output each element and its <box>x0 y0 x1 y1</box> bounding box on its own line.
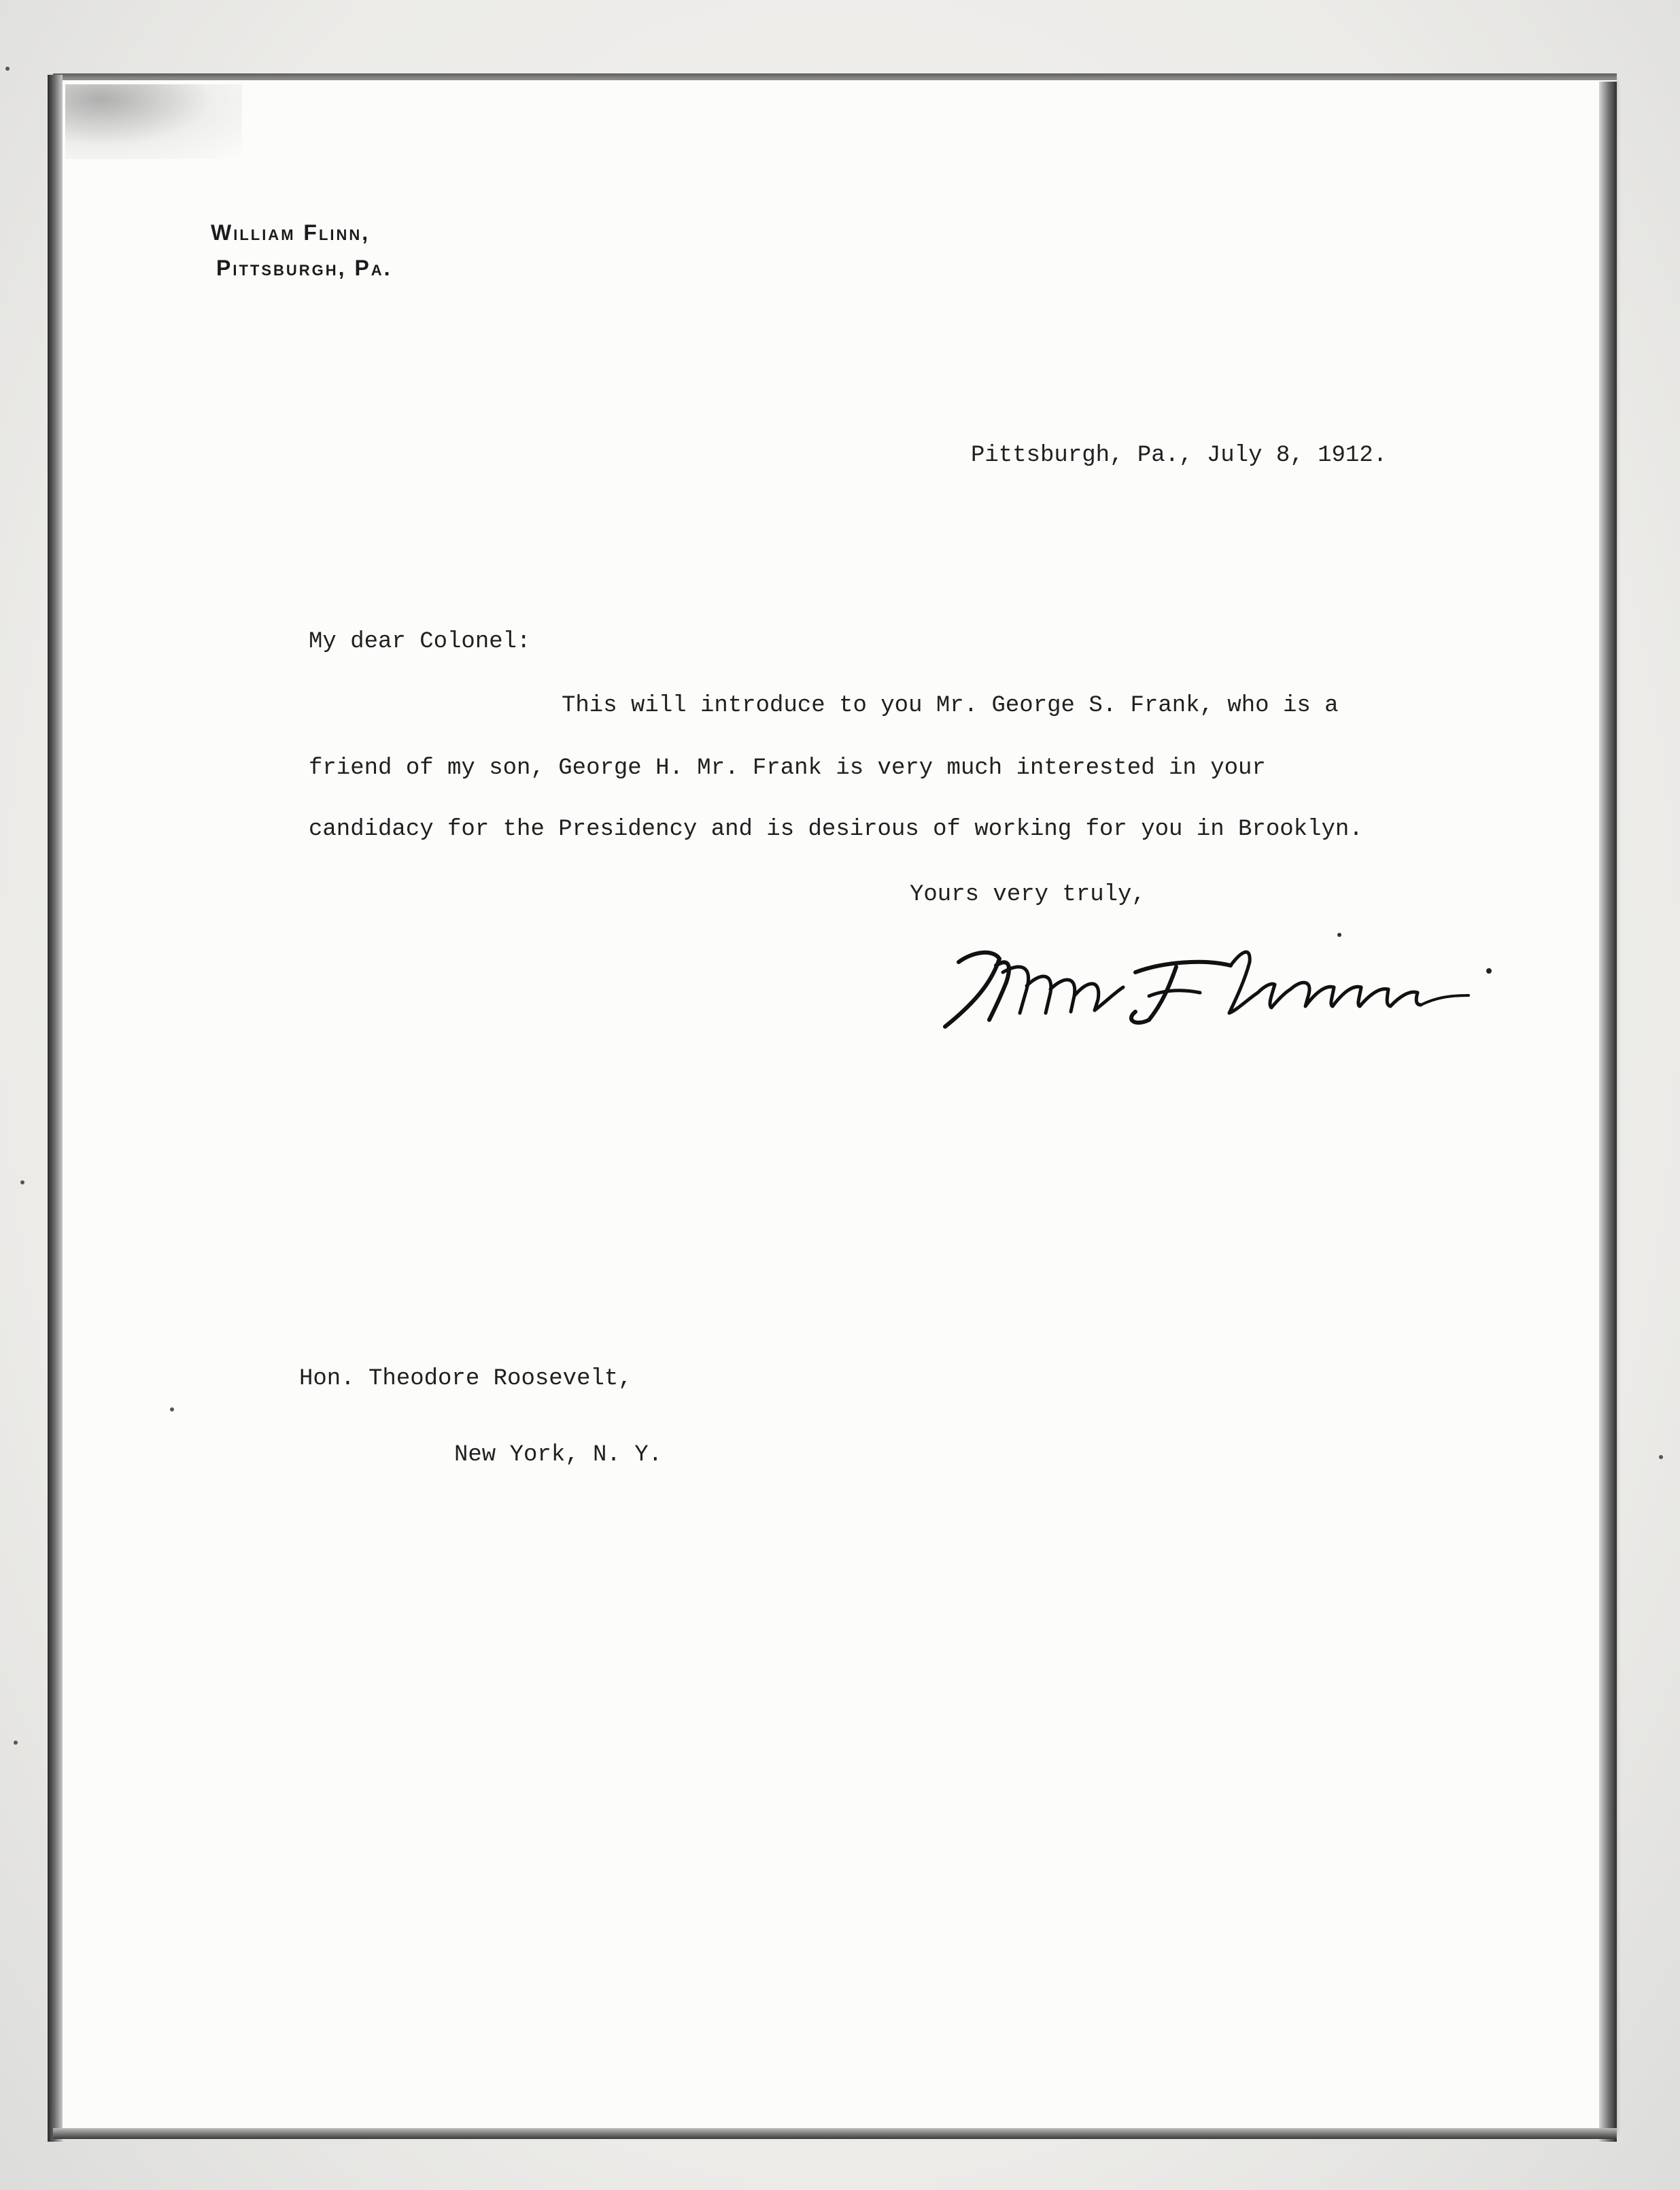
scan-speck <box>1659 1455 1663 1459</box>
scan-speck <box>20 1180 24 1184</box>
body-line-1: This will introduce to you Mr. George S. Frank, who is a <box>562 693 1339 719</box>
recipient-name: Hon. Theodore Roosevelt, <box>299 1366 632 1392</box>
paper-left-edge <box>48 75 63 2142</box>
scan-speck <box>14 1741 18 1745</box>
closing: Yours very truly, <box>910 882 1146 908</box>
paper-right-edge <box>1599 82 1617 2142</box>
dateline: Pittsburgh, Pa., July 8, 1912. <box>971 443 1388 468</box>
salutation: My dear Colonel: <box>309 629 531 655</box>
body-line-2: friend of my son, George H. Mr. Frank is very much interested in your <box>309 755 1266 781</box>
body-line-3: candidacy for the Presidency and is desirous of working for you in Brooklyn. <box>309 817 1363 842</box>
scan-speck <box>170 1407 174 1411</box>
letterhead-city: Pittsburgh, Pa. <box>216 256 392 280</box>
paper-bottom-edge <box>53 2128 1617 2139</box>
letter-paper <box>53 80 1617 2134</box>
handwritten-signature <box>931 925 1516 1033</box>
bleed-through-marks <box>27 1958 1618 2053</box>
corner-smudge <box>65 84 242 159</box>
scan-speck <box>5 67 10 71</box>
recipient-address: New York, N. Y. <box>454 1442 663 1468</box>
letterhead-name: William Flinn, <box>211 220 371 245</box>
